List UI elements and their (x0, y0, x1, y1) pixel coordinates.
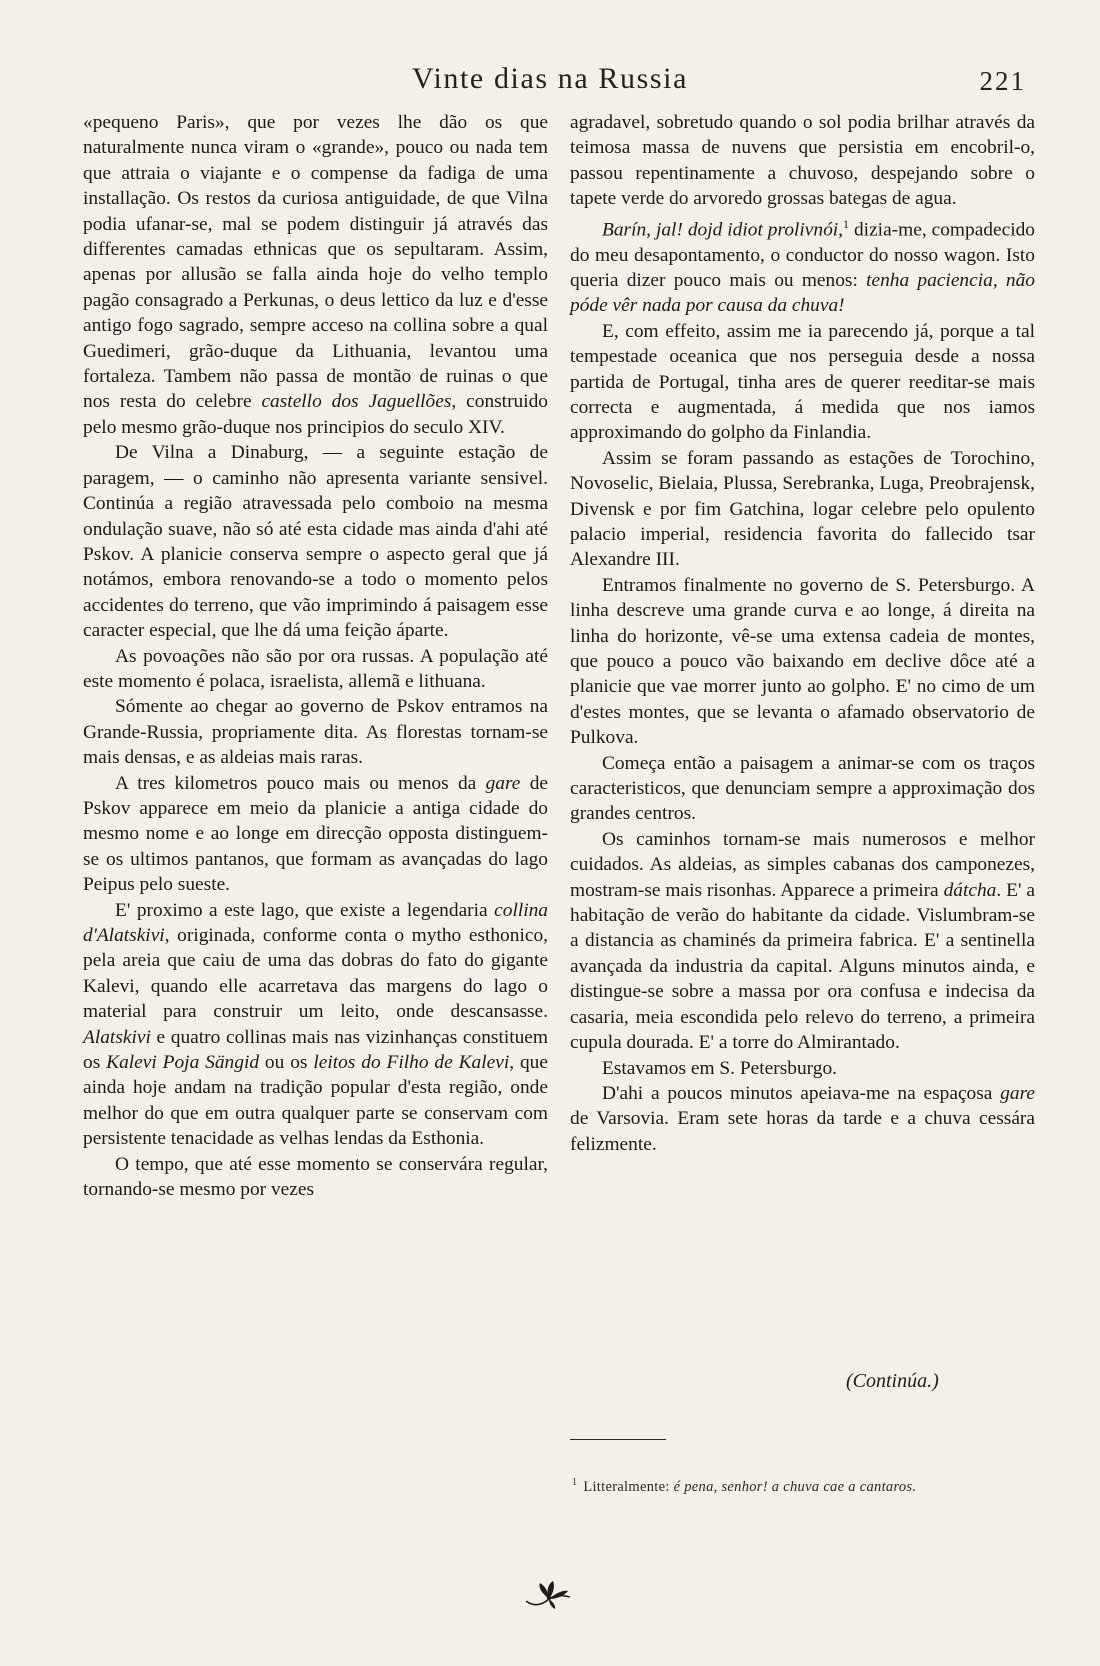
paragraph: O tempo, que até esse momento se conservára regular, tornando-se mesmo por vezes (83, 1153, 548, 1201)
footnote-mark: 1 (572, 1477, 578, 1488)
page-number: 221 (979, 66, 1026, 96)
footnote (572, 1474, 1042, 1496)
left-column (83, 110, 548, 1202)
footnote-text: Litteralmente: (583, 1478, 674, 1495)
running-title: Vinte dias na Russia (412, 62, 688, 95)
footnote-reference: 1 (843, 216, 850, 231)
paragraph: Sómente ao chegar ao governo de Pskov entramos na Grande-Russia, propriamente dita. As florestas tornam-se mais densas, e as aldeias mais raras. (83, 696, 548, 769)
continued-note: (Continúa.) (846, 1370, 939, 1392)
paragraph: As povoações não são por ora russas. A população até este momento é polaca, israelista, allemã e lithuana. (83, 645, 548, 692)
floral-ornament-icon (522, 1577, 576, 1611)
paragraph: De Vilna a Dinaburg, — a seguinte estação de paragem, — o caminho não apresenta variante sensivel. Continúa a região atravessada pelo comboio na mesma ondulação suave, não só até esta cidade mas ainda d'ahi até Pskov. A planicie conserva sempre o aspecto geral que já notámos, embora renovando-se a todo o momento pelos accidentes do terreno, que vão imprimindo á paisagem esse caracter especial, que lhe dá uma feição áparte. (83, 442, 548, 642)
paragraph: Assim se foram passando as estações de Torochino, Novoselic, Bielaia, Plussa, Serebranka, Luga, Preobrajensk, Divensk e por fim Gatchina, logar celebre pelo opulento palacio imperial, residencia favorita do fallecido tsar Alexandre III. (570, 447, 1035, 571)
paragraph: agradavel, sobretudo quando o sol podia brilhar através da teimosa massa de nuvens que persistia em encobril-o, passou repentinamente a chuvoso, despejando sobre o tapete verde do arvoredo grossas bategas de agua. (570, 112, 1035, 210)
paragraph: «pequeno Paris», que por vezes lhe dão os que naturalmente nunca viram o «grande», pouco ou nada tem que attraia o viajante e o compense da fadiga de uma installação. Os restos da curiosa antiguidade, de que Vilna podia ufanar-se, mal se podem distinguir já através das differentes camadas ethnicas que os sepultaram. Assim, apenas por allusão se falla ainda hoje do velho templo pagão consagrado a Perkunas, o deus lettico da luz e d'esse antigo fogo sagrado, sempre acceso na collina sobre a qual Guedimeri, grão-duque da Lithuania, levantou uma fortaleza. Tambem não passa de montão de ruinas o que nos resta do celebre castello dos Jaguellões, construido pelo mesmo grão-duque nos principios do seculo XIV. (83, 112, 549, 438)
paragraph: D'ahi a poucos minutos apeiava-me na espaçosa gare de Varsovia. Eram sete horas da tarde e a chuva cessára felizmente. (570, 1082, 1035, 1155)
right-column (570, 110, 1035, 1157)
paragraph: A tres kilometros pouco mais ou menos da gare de Pskov apparece em meio da planicie a antiga cidade do mesmo nome e ao longe em direcção opposta distinguem-se os ultimos pantanos, que formam as avançadas do lago Peipus pelo sueste. (83, 772, 549, 896)
paragraph: E' proximo a este lago, que existe a legendaria collina d'Alatskivi, originada, conforme conta o mytho esthonico, pela areia que caiu de uma das dobras do fato do gigante Kalevi, quando elle acarretava das margens do lago o material para construir um leito, onde descansasse. Alatskivi e quatro collinas mais nas vizinhanças constituem os Kalevi Poja Sängid ou os leitos do Filho de Kalevi, que ainda hoje andam na tradição popular d'esta região, onde melhor do que em outra qualquer parte se conservam com persistente tenacidade as velhas lendas da Esthonia. (83, 899, 548, 1150)
footnote-divider (570, 1439, 666, 1440)
running-head (0, 62, 1100, 100)
footnote-italic-text: é pena, senhor! a chuva cae a cantaros. (673, 1478, 917, 1495)
paragraph: Barín, jal! dojd idiot prolivnói,$^1$ dizia-me, compadecido do meu desapontamento, o conductor do nosso wagon. Isto queria dizer pouco mais ou menos: tenha paciencia, não póde vêr nada por causa da chuva! (570, 216, 1035, 317)
paragraph: Os caminhos tornam-se mais numerosos e melhor cuidados. As aldeias, as simples cabanas dos camponezes, mostram-se mais risonhas. Apparece a primeira dátcha. E' a habitação de verão do habitante da cidade. Vislumbram-se a distancia as chaminés da primeira fabrica. E' a sentinella avançada da industria da capital. Alguns minutos ainda, e distingue-se sobre a massa por ora confusa e indecisa da casaria, meia escondida pelo relevo do terreno, a primeira cupula dourada. E' a torre do Almirantado. (570, 828, 1035, 1054)
paragraph: E, com effeito, assim me ia parecendo já, porque a tal tempestade oceanica que nos perseguia desde a nossa partida de Portugal, tinha ares de querer reeditar-se mais correcta e augmentada, á medida que nos iamos approximando do golpho da Finlandia. (570, 320, 1035, 444)
paragraph: Entramos finalmente no governo de S. Petersburgo. A linha descreve uma grande curva e ao longe, á direita na linha do horizonte, vê-se uma extensa cadeia de montes, que pouco a pouco vão baixando em declive dôce até a planicie que vae morrer junto ao golpho. E' no cimo de um d'estes montes, que se levanta o afamado observatorio de Pulkova. (570, 574, 1035, 749)
paragraph: Estavamos em S. Petersburgo. (602, 1057, 837, 1079)
paragraph: Começa então a paisagem a animar-se com os traços caracteristicos, que denunciam sempre a approximação dos grandes centros. (570, 752, 1035, 825)
